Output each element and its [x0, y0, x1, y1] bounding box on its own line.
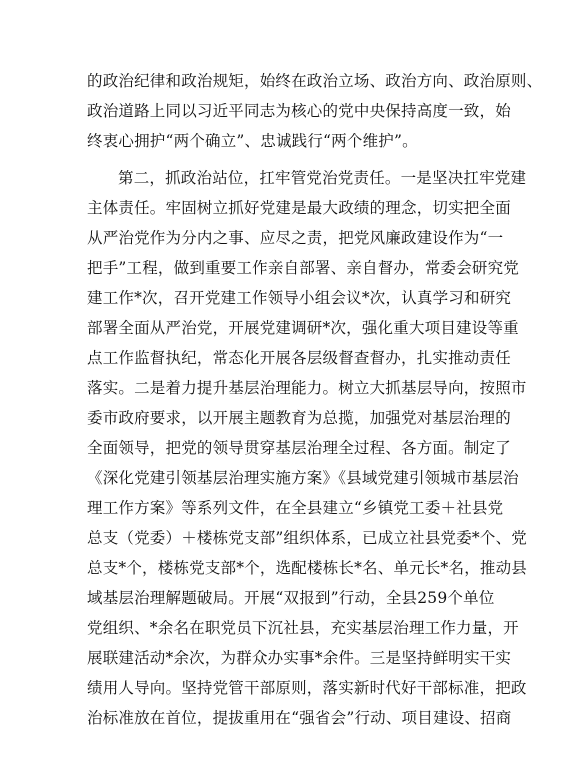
- paragraph2-line-16: 党组织、*余名在职党员下沉社县，充实基层治理工作力量，开: [87, 619, 519, 637]
- paragraph2-line-2: 主体责任。牢固树立抓好党建是最大政绩的理念，切实把全面: [87, 199, 511, 217]
- paragraph2-line-11: 《深化党建引领基层治理实施方案》《县域党建引领城市基层治: [87, 469, 519, 487]
- paragraph2-line-3: 从严治党作为分内之事、应尽之责，把党风廉政建设作为“一: [87, 229, 504, 247]
- paragraph2-line-4: 把手”工程，做到重要工作亲自部署、亲自督办，常委会研究党: [87, 259, 520, 277]
- paragraph2-line-13: 总支（党委）＋楼栋党支部”组织体系，已成立社县党委*个、党: [87, 529, 527, 547]
- paragraph1-line-3: 终衷心拥护“两个确立”、忠诚践行“两个维护”。: [87, 132, 418, 150]
- paragraph2-line-19: 治标准放在首位，提拔重用在“强省会”行动、项目建设、招商: [87, 709, 512, 727]
- paragraph2-line-14: 总支*个，楼栋党支部*个，选配楼栋长*名、单元长*名，推动县: [87, 559, 528, 577]
- paragraph2-line-18: 绩用人导向。坚持党管干部原则，落实新时代好干部标准，把政: [87, 679, 527, 697]
- paragraph2-line-15: 域基层治理解题破局。开展“双报到”行动，全县259个单位: [87, 589, 495, 607]
- paragraph2-line-12: 理工作方案》等系列文件，在全县建立“乡镇党工委＋社县党: [87, 499, 504, 517]
- paragraph2-line-1: 第二，抓政治站位，扛牢管党治党责任。一是坚决扛牢党建: [118, 169, 527, 187]
- paragraph2-line-8: 落实。二是着力提升基层治理能力。树立大抓基层导向，按照市: [87, 379, 527, 397]
- paragraph1-line-2: 政治道路上同以习近平同志为核心的党中央保持高度一致，始: [87, 102, 511, 120]
- paragraph2-line-7: 点工作监督执纪，常态化开展各层级督查督办，扎实推动责任: [87, 349, 511, 367]
- paragraph1-line-1: 的政治纪律和政治规矩，始终在政治立场、政治方向、政治原则、: [87, 72, 543, 90]
- paragraph2-line-17: 展联建活动*余次，为群众办实事*余件。三是坚持鲜明实干实: [87, 649, 512, 667]
- paragraph2-line-10: 全面领导，把党的领导贯穿基层治理全过程、各方面。制定了: [87, 439, 511, 457]
- paragraph2-line-9: 委市政府要求，以开展主题教育为总揽，加强党对基层治理的: [87, 409, 511, 427]
- paragraph2-line-5: 建工作*次，召开党建工作领导小组会议*次，认真学习和研究: [87, 289, 512, 307]
- paragraph2-line-6: 部署全面从严治党，开展党建调研*次，强化重大项目建设等重: [87, 319, 519, 337]
